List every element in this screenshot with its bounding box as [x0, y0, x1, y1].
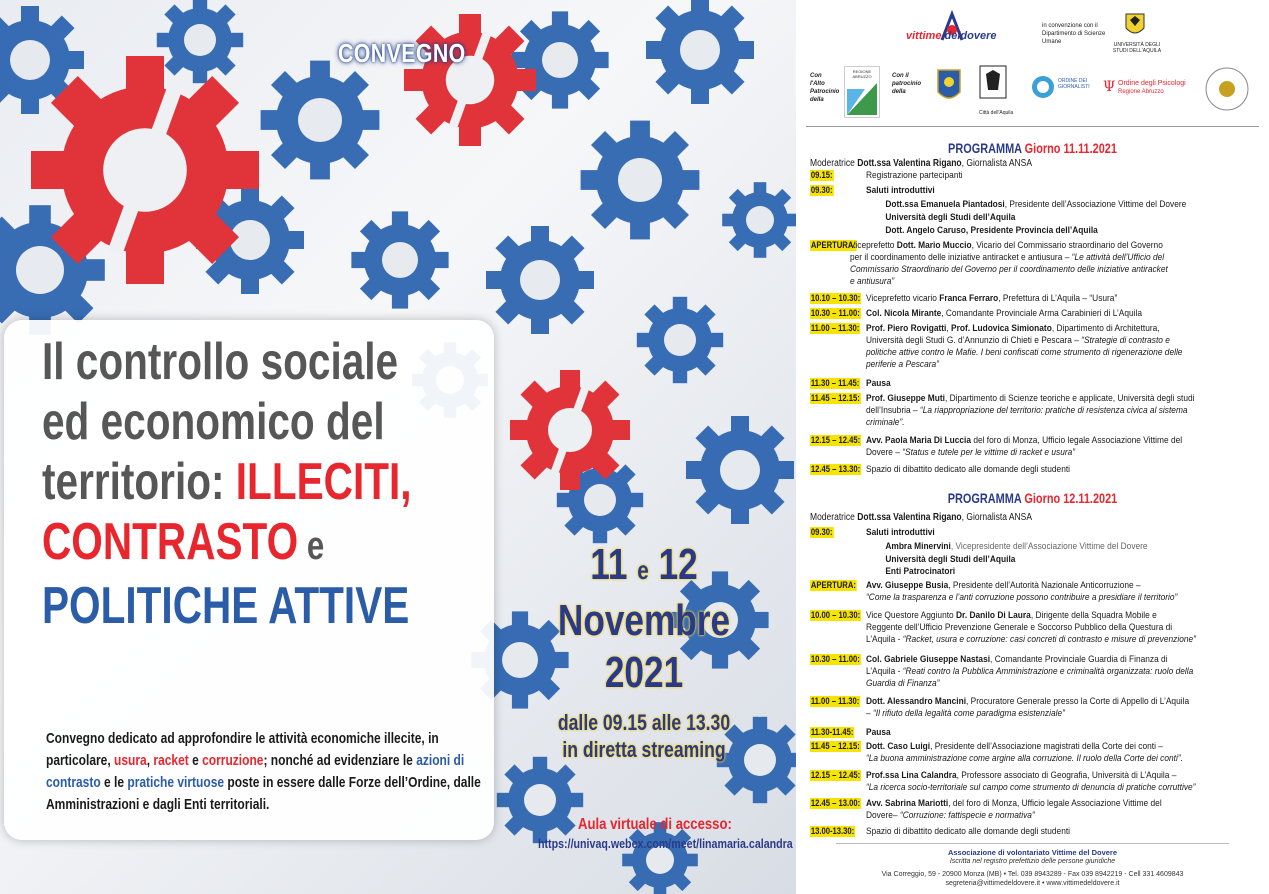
- access-url-link[interactable]: https://univaq.webex.com/meet/linamaria.calandra: [538, 836, 793, 851]
- footer-registry: Iscritta nel registro prefettizio delle persone giuridiche: [949, 858, 1116, 865]
- convenzione-text: in convenzione con il Dipartimento di Scienze Umane: [1042, 23, 1106, 45]
- seal-right-icon: [1204, 66, 1250, 112]
- access-label: Aula virtuale di accesso:: [578, 816, 732, 833]
- day2-header: PROGRAMMA Giorno 12.11.2021: [947, 490, 1118, 506]
- title-line-2: ed economico del: [42, 393, 385, 451]
- title-line-4: CONTRASTO e: [42, 513, 325, 571]
- regione-abruzzo-logo: REGIONE ABRUZZO: [844, 66, 880, 118]
- logos-patronage-row: [796, 60, 1269, 122]
- univaq-seal-icon: [1120, 10, 1150, 40]
- citta-label: Città dell'Aquila: [979, 110, 1014, 116]
- day1-header: PROGRAMMA Giorno 11.11.2021: [948, 140, 1117, 156]
- footer-address: Via Correggio, 59 - 20900 Monza (MB) • Tel. 039 8943289 - Fax 039 8942219 - Cell 331 4609843: [881, 871, 1184, 878]
- svg-text:Ψ: Ψ: [1103, 79, 1116, 94]
- patrocinio-label: Con il patrocinio della: [892, 73, 922, 95]
- ordine-psicologi-label: Ordine degli Psicologi: [1118, 80, 1186, 87]
- day1-moderator: Moderatrice Dott.ssa Valentina Rigano, Giornalista ANSA: [810, 158, 1033, 169]
- poster-title: [42, 332, 412, 636]
- ordine-psicologi-icon: [1102, 78, 1116, 94]
- ordine-giornalisti-icon: [1030, 74, 1056, 100]
- regione-icon: [845, 79, 879, 117]
- footer-org-name: Associazione di volontariato Vittime del Dovere: [947, 848, 1118, 857]
- title-line-1: Il controllo sociale: [42, 333, 399, 391]
- ordine-giornalisti-label: ORDINE DEI GIORNALISTI: [1058, 78, 1090, 90]
- title-line-5: POLITICHE ATTIVE: [42, 577, 410, 635]
- footer-divider: [836, 843, 1229, 844]
- event-date: 11 e 12 Novembre 2021 dalle 09.15 alle 13.30 in diretta streaming: [557, 540, 731, 762]
- vittime-logo: vittime deldovere: [906, 30, 997, 42]
- logos-top-row: [796, 0, 1269, 60]
- ordine-psicologi-sub: Regione Abruzzo: [1118, 89, 1164, 95]
- poster-description: Convegno dedicato ad approfondire le attività economiche illecite, in particolare, usura, racket e corruzione; nonché ad evidenziare le azioni di contrasto e le pratiche virtuose poste in essere dalle Forze dell’Ordine, dalle Amministrazioni e dagli Enti territoriali.: [46, 730, 481, 813]
- program-panel: vittime deldovere in convenzione con il Dipartimento di Scienze Umane UNIVERSITÀ DEGLI STUDI DELL'AQUILA Con l'Alto Patrocinio della REGIONE ABRUZZO Con il patrocinio della Città dell'Aquila ORDINE DEI GIORNALISTI Ψ Ordine degli Psicologi Regione Abruzzo PROGRAMMA Giorno 11.11.2021 Moderatrice Dott.ssa Valentina Rigano, Giornalista ANSA 09.15: Registrazione partecipanti 09.30: Saluti introduttivi Dott.ssa Emanuela Piantadosi, Presidente dell’Associazione Vittime del Dovere Università degli Studi dell’Aquila Dott. Angelo Caruso, Presidente Provincia dell’Aquila APERTURA: Viceprefetto Dott. Mario Muccio, Vicario del Commissario straordinario del Governo per il coordinamento delle iniziative antiracket e antiusura – “Le attività dell’Ufficio del Commissario Straordinario del Governo per il coordinamento delle iniziative antiracket e antiusura” 10.10 – 10.30: Viceprefetto vicario Franca Ferraro, Prefettura di L’Aquila – “Usura” 10.30 – 11.00: Col. Nicola Mirante, Comandante Provinciale Arma Carabinieri di L’Aquila 11.00 – 11.30: Prof. Piero Rovigatti, Prof. Ludovica Simionato, Dipartimento di Architettura, Università degli Studi G. d’Annunzio di Chieti e Pescara – “Strategie di contrasto e politiche attive contro le Mafie. I beni confiscati come strumento di rigenerazione delle periferie a Pescara” 11.30 – 11.45: Pausa 11.45 – 12.15: Prof. Giuseppe Muti, Dipartimento di Scienze teoriche e applicate, Università degli studi dell’Insubria – “La riappropriazione del territorio: pratiche di resistenza civica al sistema criminale”. 12.15 – 12.45: Avv. Paola Maria Di Luccia del foro di Monza, Ufficio legale Associazione Vittime del Dovere – “Status e tutele per le vittime di racket e usura” 12.45 – 13.30: Spazio di dibattito dedicato alle domande degli studenti PROGRAMMA Giorno 12.11.2021 Moderatrice Dott.ssa Valentina Rigano, Giornalista ANSA 09.30: Saluti introduttivi Ambra Minervini, Vicepresidente dell’Associazione Vittime del Dovere Università degli Studi dell’Aquila Enti Patrocinatori APERTURA: Avv. Giuseppe Busia, Presidente dell’Autorità Nazionale Anticorruzione – “Come la trasparenza e l’anti corruzione possono contribuire a presidiare il territorio” 10.00 – 10.30: Vice Questore Aggiunto Dr. Danilo Di Laura, Dirigente della Squadra Mobile e Reggente dell’Ufficio Prevenzione Generale e Soccorso Pubblico della Questura di L’Aquila - “Racket, usura e corruzione: casi concreti di contrasto e misure di prevenzione” 10.30 – 11.00: Col. Gabriele Giuseppe Nastasi, Comandante Provinciale Guardia di Finanza di L’Aquila - “Reati contro la Pubblica Amministrazione e criminalità organizzata: ruolo della Guardia di Finanza” 11.00 – 11.30: Dott. Alessandro Mancini, Procuratore Generale presso la Corte di Appello di L’Aquila – “Il rifiuto della legalità come paradigma esistenziale” 11.30-11.45: Pausa 11.45 – 12.15: Dott. Caso Luigi, Presidente dell’Associazione magistrati della Corte dei conti – “La buona amministrazione come argine alla corruzione. Il ruolo della Corte dei conti”. 12.15 – 12.45: Prof.ssa Lina Calandra, Professore associato di Geografia, Università di L’Aquila – “La ricerca socio-territoriale sul campo come strumento di denuncia di pratiche corruttive” 12.45 – 13.00: Avv. Sabrina Mariotti, del foro di Monza, Ufficio legale Associazione Vittime del Dovere– “Corruzione: fattispecie e normativa” 13.00-13.30: Spazio di dibattito dedicato alle domande degli studenti Associazione di volontariato Vittime del Dovere Iscritta nel registro prefettizio delle persone giuridiche Via Correggio, 59 - 20900 Monza (MB) • Tel. 039 8943289 - Fax 039 8942219 - Cell 331 4609843 segreteria@vittimedeldovere.it • www.vittimedeldovere.it: [796, 0, 1269, 894]
- alto-patrocinio-label: Con l'Alto Patrocinio della: [810, 73, 840, 103]
- convegno-label: CONVEGNO: [338, 38, 466, 68]
- provincia-crest-icon: [936, 66, 962, 106]
- title-line-3: territorio: ILLECITI,: [42, 453, 412, 511]
- footer: [796, 848, 1269, 888]
- footer-contacts[interactable]: segreteria@vittimedeldovere.it • www.vittimedeldovere.it: [945, 880, 1120, 887]
- day2-moderator: Moderatrice Dott.ssa Valentina Rigano, Giornalista ANSA: [810, 512, 1033, 523]
- citta-aquila-crest-icon: [978, 64, 1008, 108]
- univaq-label: UNIVERSITÀ DEGLI STUDI DELL'AQUILA: [1112, 42, 1162, 54]
- header-divider: [806, 126, 1259, 127]
